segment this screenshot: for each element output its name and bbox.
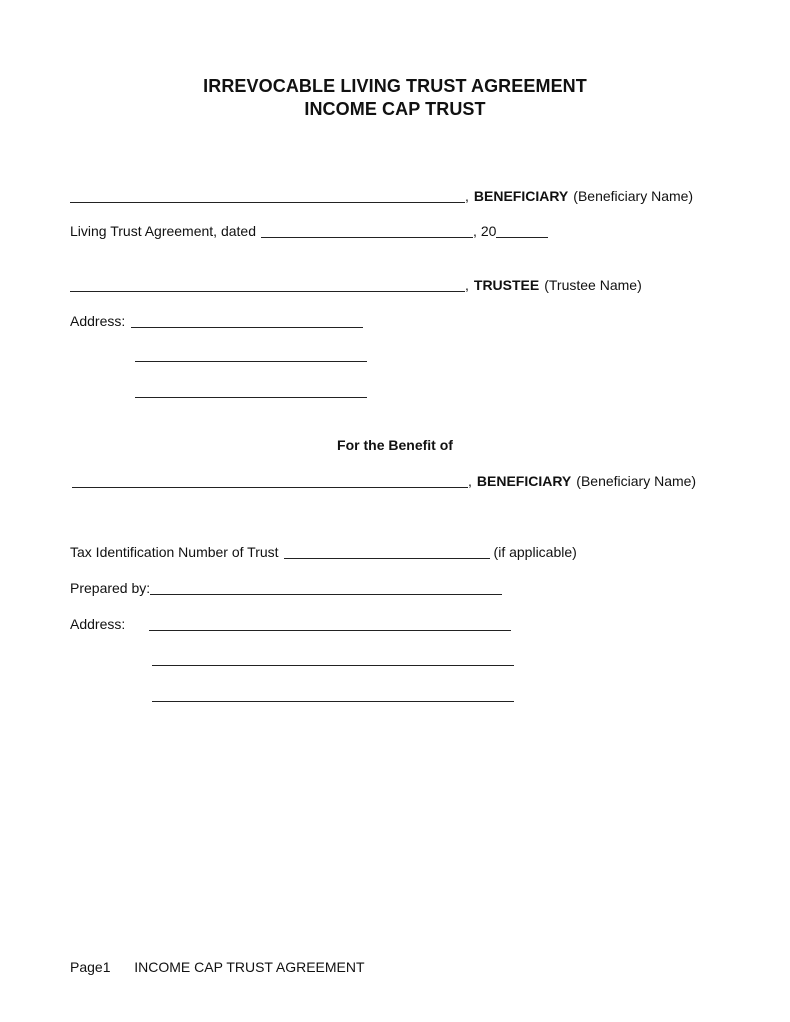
beneficiary-top-name-field[interactable] (70, 188, 465, 203)
prepared-by-field[interactable] (150, 580, 502, 595)
tax-id-field[interactable] (284, 544, 490, 559)
year-prefix: 20 (480, 223, 497, 239)
preparer-address-label: Address: (70, 616, 126, 632)
preparer-address-row-1 (70, 615, 511, 633)
trustee-address-row-1 (70, 312, 363, 330)
footer-text: INCOME CAP TRUST AGREEMENT (134, 959, 365, 975)
document-title-line2: INCOME CAP TRUST (304, 99, 486, 119)
trustee-address-field-2[interactable] (135, 347, 367, 362)
separator: , (465, 277, 469, 293)
trustee-role-label: TRUSTEE (473, 277, 540, 293)
separator: , (468, 473, 472, 489)
beneficiary-top-row (70, 187, 693, 205)
page-footer (70, 958, 365, 976)
separator: , (473, 223, 477, 239)
trustee-address-label: Address: (70, 313, 126, 329)
document-title-line1: IRREVOCABLE LIVING TRUST AGREEMENT (203, 76, 587, 96)
tax-id-suffix: (if applicable) (493, 544, 577, 560)
page-number: Page1 (70, 959, 111, 975)
separator: , (465, 188, 469, 204)
beneficiary-role-label: BENEFICIARY (476, 473, 572, 489)
tax-id-row (70, 543, 577, 561)
beneficiary-bottom-row (72, 472, 696, 490)
for-benefit-heading: For the Benefit of (337, 437, 453, 453)
preparer-address-field-1[interactable] (149, 616, 511, 631)
beneficiary-role-label: BENEFICIARY (473, 188, 569, 204)
preparer-address-row-3 (152, 687, 514, 704)
beneficiary-bottom-name-field[interactable] (72, 473, 468, 488)
preparer-address-row-2 (152, 651, 514, 668)
tax-id-label: Tax Identification Number of Trust (70, 544, 279, 560)
year-field[interactable] (496, 223, 548, 238)
date-field[interactable] (261, 223, 473, 238)
trustee-address-field-3[interactable] (135, 383, 367, 398)
dated-row (70, 222, 548, 240)
preparer-address-field-3[interactable] (152, 687, 514, 702)
preparer-address-field-2[interactable] (152, 651, 514, 666)
trustee-address-field-1[interactable] (131, 313, 363, 328)
trustee-row (70, 276, 642, 294)
trustee-name-field[interactable] (70, 277, 465, 292)
dated-label: Living Trust Agreement, dated (70, 223, 256, 239)
trustee-hint: (Trustee Name) (544, 277, 642, 293)
beneficiary-hint: (Beneficiary Name) (573, 188, 694, 204)
beneficiary-hint: (Beneficiary Name) (576, 473, 697, 489)
trustee-address-row-3 (135, 383, 367, 400)
prepared-by-label: Prepared by: (70, 580, 151, 596)
trustee-address-row-2 (135, 347, 367, 364)
prepared-by-row (70, 579, 502, 597)
